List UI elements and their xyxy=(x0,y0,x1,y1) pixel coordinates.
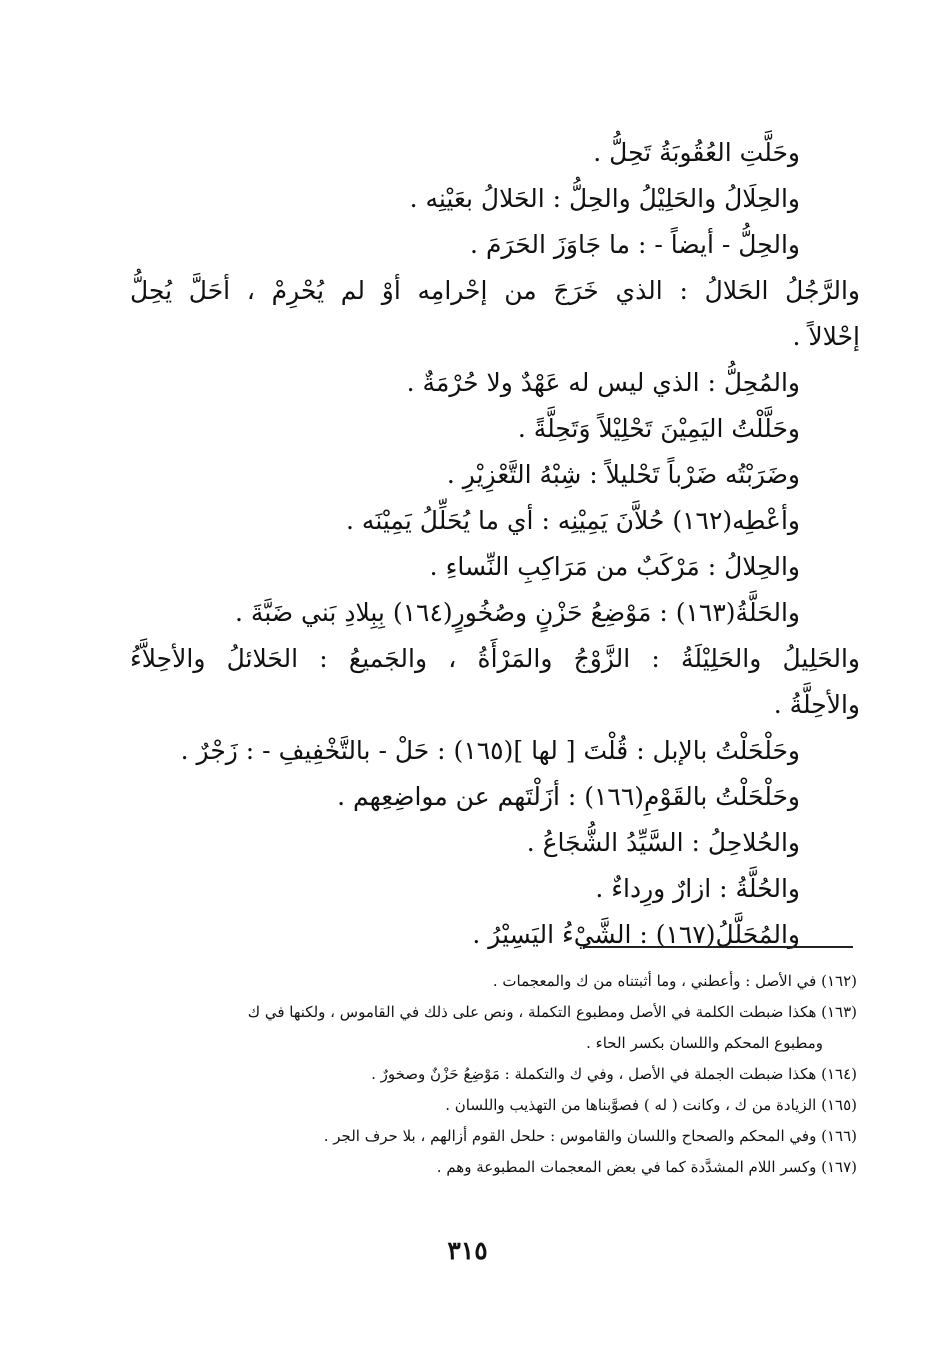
main-text xyxy=(130,130,860,958)
footnote-divider xyxy=(583,946,853,948)
text-line: والحَلَّةُ(١٦٣) : مَوْضِعُ حَزْنٍ وصُخُورٍ(١٦٤) بِبِلادِ بَني ضَبَّةَ . xyxy=(235,598,800,627)
page-number: ٣١٥ xyxy=(447,1236,488,1265)
text-line: والمُحِلُّ : الذي ليس له عَهْدٌ ولا حُرْمَةٌ . xyxy=(406,368,800,397)
text-line: والحُلَّةُ : ازارٌ ورِداءٌ . xyxy=(595,874,800,903)
text-line: وأعْطِه(١٦٢) حُلاَّنَ يَمِيْنِه : أي ما يُحَلِّلُ يَمِيْنَه . xyxy=(346,506,800,535)
text-line: وحَلْحَلْتُ بالإبل : قُلْتَ [ لها ](١٦٥) : حَلْ - بالتَّخْفِيفِ - : زَجْرٌ . xyxy=(180,736,800,765)
text-line: والحُلاحِلُ : السَّيِّدُ الشُّجَاعُ . xyxy=(526,828,800,857)
footnotes xyxy=(127,966,857,1183)
text-line: وضَرَبْتُه ضَرْباً تَحْليلاً : شِبْهُ التَّعْزِيْرِ . xyxy=(446,460,800,489)
footnote-continuation: ومطبوع المحكم واللسان بكسر الحاء . xyxy=(586,1034,823,1052)
text-line: وحَلَّلْتُ اليَمِيْنَ تَحْلِيْلاً وَتَحِلَّةً . xyxy=(517,414,800,443)
text-line: والحِلُّ - أيضاً - : ما جَاوَزَ الحَرَمَ . xyxy=(470,230,800,259)
footnote: (١٦٧) وكسر اللام المشدَّدة كما في بعض المعجمات المطبوعة وهم . xyxy=(436,1158,857,1176)
footnote: (١٦٢) في الأصل : وأعطني ، وما أثبتناه من ك والمعجمات . xyxy=(492,972,857,990)
text-line: والمُحَلَّلُ(١٦٧) : الشَّيْءُ اليَسِيْرُ . xyxy=(472,920,800,949)
text-line: وحَلْحَلْتُ بالقَوْمِ(١٦٦) : أزَلْتَهم عن مواضِعِهم . xyxy=(337,782,800,811)
text-line: والأحِلَّةُ . xyxy=(773,690,860,719)
text-line: والحِلالُ : مَرْكَبٌ من مَرَاكِبِ النِّساءِ . xyxy=(429,552,800,581)
footnote: (١٦٦) وفي المحكم والصحاح واللسان والقاموس : حلحل القوم أزالهم ، بلا حرف الجر . xyxy=(323,1127,857,1145)
footnote: (١٦٤) هكذا ضبطت الجملة في الأصل ، وفي ك والتكملة : مَوْضِعُ حَزْنٌ وصخورٌ . xyxy=(371,1065,857,1083)
text-line: وحَلَّتِ العُقُوبَةُ تَحِلُّ . xyxy=(593,138,800,167)
text-line: إحْلالاً . xyxy=(792,322,860,351)
text-line: والحِلَالُ والحَلِيْلُ والحِلُّ : الحَلالُ بعَيْنِه . xyxy=(409,184,800,213)
footnote: (١٦٥) الزيادة من ك ، وكانت ( له ) فصوَّبناها من التهذيب واللسان . xyxy=(445,1096,857,1114)
text-line: والرَّجُلُ الحَلالُ : الذي خَرَجَ من إحْرامِه أوْ لم يُحْرِمْ ، أحَلَّ يُحِلُّ xyxy=(130,276,860,305)
footnote: (١٦٣) هكذا ضبطت الكلمة في الأصل ومطبوع التكملة ، ونص على ذلك في القاموس ، ولكنها في ك xyxy=(247,1003,857,1021)
text-line: والحَلِيلُ والحَلِيْلَةُ : الزَّوْجُ والمَرْأَةُ ، والجَميعُ : الحَلائلُ والأحِلاَّءُ xyxy=(130,644,860,673)
